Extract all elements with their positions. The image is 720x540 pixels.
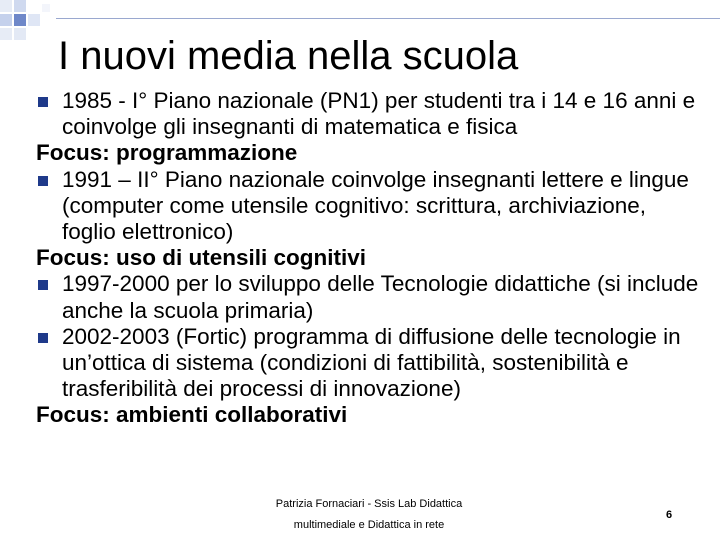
focus-line: Focus: programmazione [36,140,298,166]
bullet-text: 1997-2000 per lo sviluppo delle Tecnologie didattiche (si include anche la scuola primaria) [62,271,699,323]
decor-square [0,28,12,40]
focus-line: Focus: ambienti collaborativi [36,402,348,428]
square-bullet-icon [38,97,48,107]
decor-square [0,0,12,12]
focus-line: Focus: uso di utensili cognitivi [36,245,367,271]
footer-author: Patrizia Fornaciari - Ssis Lab Didattica [275,498,463,510]
square-bullet-icon [38,280,48,290]
decor-square-accent [14,14,26,26]
bullet-item [36,88,700,140]
slide-title: I nuovi media nella scuola [58,34,519,78]
bullet-item [36,167,700,246]
bullet-text: 1985 - I° Piano nazionale (PN1) per studenti tra i 14 e 16 anni e coinvolge gli insegnanti di matematica e fisica [62,88,696,140]
decor-square [0,14,12,26]
decor-square [28,14,40,26]
bullet-text: 2002-2003 (Fortic) programma di diffusione delle tecnologie in un’ottica di sistema (condizioni di fattibilità, sostenibilità e trasferibilità dei processi di innovazione) [62,323,681,402]
slide-content [36,88,700,429]
page-number: 6 [666,509,673,521]
square-bullet-icon [38,176,48,186]
bullet-text: 1991 – II° Piano nazionale coinvolge insegnanti lettere e lingue (computer come utensile cognitivo: scrittura, archiviazione, foglio elettronico) [62,166,689,245]
bullet-item [36,324,700,403]
footer-course: multimediale e Didattica in rete [293,519,445,531]
slide-footer [246,494,492,536]
title-rule [56,18,720,19]
decor-square [14,0,26,12]
bullet-item [36,271,700,323]
decor-square [14,28,26,40]
decor-square [42,4,50,12]
square-bullet-icon [38,333,48,343]
